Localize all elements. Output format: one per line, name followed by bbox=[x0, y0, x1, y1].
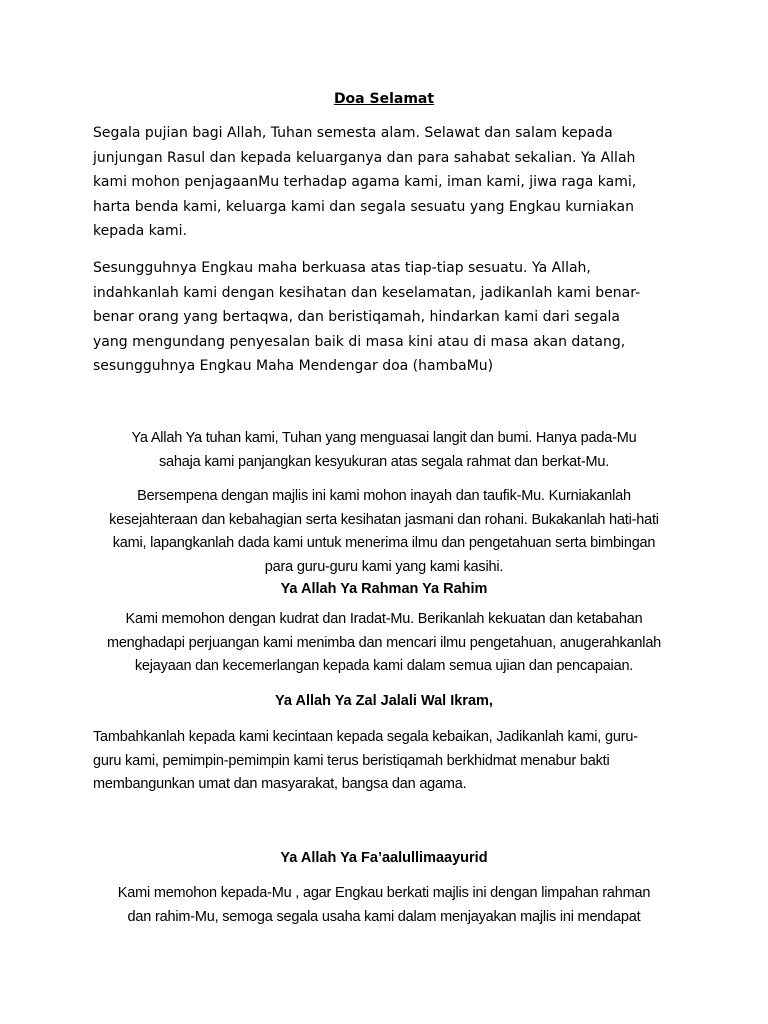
paragraph-line: indahkanlah kami dengan kesihatan dan keselamatan, jadikanlah kami benar- bbox=[93, 284, 641, 301]
paragraph-line: menghadapi perjuangan kami menimba dan mencari ilmu pengetahuan, anugerahkanlah bbox=[106, 634, 662, 651]
section-heading: Ya Allah Ya Zal Jalali Wal Ikram, bbox=[275, 693, 493, 709]
paragraph-line: sahaja kami panjangkan kesyukuran atas segala rahmat dan berkat-Mu. bbox=[158, 453, 610, 470]
paragraph-line: Tambahkanlah kepada kami kecintaan kepada segala kebaikan, Jadikanlah kami, guru- bbox=[93, 729, 638, 745]
paragraph-strength bbox=[86, 608, 682, 679]
paragraph-line: Segala pujian bagi Allah, Tuhan semesta alam. Selawat dan salam kepada bbox=[93, 125, 613, 141]
paragraph-line: para guru-guru kami yang kami kasihi. bbox=[264, 558, 504, 575]
paragraph-goodness bbox=[93, 726, 689, 797]
paragraph-line: guru kami, pemimpin-pemimpin kami terus beristiqamah berkhidmat menabur bakti bbox=[93, 752, 610, 769]
paragraph-line: Sesungguhnya Engkau maha berkuasa atas tiap-tiap sesuatu. Ya Allah, bbox=[93, 260, 591, 276]
paragraph-event bbox=[86, 882, 682, 929]
paragraph-line: harta benda kami, keluarga kami dan segala sesuatu yang Engkau kurniakan bbox=[93, 198, 634, 215]
section-heading: Ya Allah Ya Fa’aalullimaayurid bbox=[280, 850, 488, 866]
paragraph-line: kepada kami. bbox=[93, 223, 188, 239]
paragraph-line: sesungguhnya Engkau Maha Mendengar doa (hambaMu) bbox=[93, 358, 494, 374]
section-heading: Ya Allah Ya Rahman Ya Rahim bbox=[280, 581, 488, 597]
paragraph-line: Kami memohon dengan kudrat dan Iradat-Mu. Berikanlah kekuatan dan ketabahan bbox=[125, 611, 643, 627]
paragraph-gratitude bbox=[86, 427, 682, 474]
paragraph-line: Bersempena dengan majlis ini kami mohon inayah dan taufik-Mu. Kurniakanlah bbox=[137, 488, 631, 504]
paragraph-blessing bbox=[86, 485, 682, 579]
paragraph-line: Ya Allah Ya tuhan kami, Tuhan yang menguasai langit dan bumi. Hanya pada-Mu bbox=[131, 430, 637, 446]
paragraph-line: dan rahim-Mu, semoga segala usaha kami dalam menjayakan majlis ini mendapat bbox=[127, 908, 641, 925]
paragraph-line: kejayaan dan kecemerlangan kepada kami dalam semua ujian dan pencapaian. bbox=[134, 658, 634, 674]
paragraph-line: yang mengundang penyesalan baik di masa kini atau di masa akan datang, bbox=[93, 333, 626, 350]
paragraph-line: kami mohon penjagaanMu terhadap agama kami, iman kami, jiwa raga kami, bbox=[93, 174, 637, 190]
paragraph-line: Kami memohon kepada-Mu , agar Engkau berkati majlis ini dengan limpahan rahman bbox=[117, 885, 651, 901]
paragraph-line: kami, lapangkanlah dada kami untuk menerima ilmu dan pengetahuan serta bimbingan bbox=[112, 535, 656, 551]
paragraph-line: junjungan Rasul dan kepada keluarganya dan para sahabat sekalian. Ya Allah bbox=[93, 149, 636, 166]
paragraph-praise bbox=[93, 121, 685, 244]
paragraph-power bbox=[93, 256, 685, 379]
paragraph-line: membangunkan umat dan masyarakat, bangsa dan agama. bbox=[93, 776, 467, 792]
paragraph-line: kesejahteraan dan kebahagian serta kesihatan jasmani dan rohani. Bukakanlah hati-hati bbox=[109, 511, 659, 528]
page-title: Doa Selamat bbox=[333, 91, 435, 107]
paragraph-line: benar orang yang bertaqwa, dan beristiqamah, hindarkan kami dari segala bbox=[93, 309, 620, 325]
